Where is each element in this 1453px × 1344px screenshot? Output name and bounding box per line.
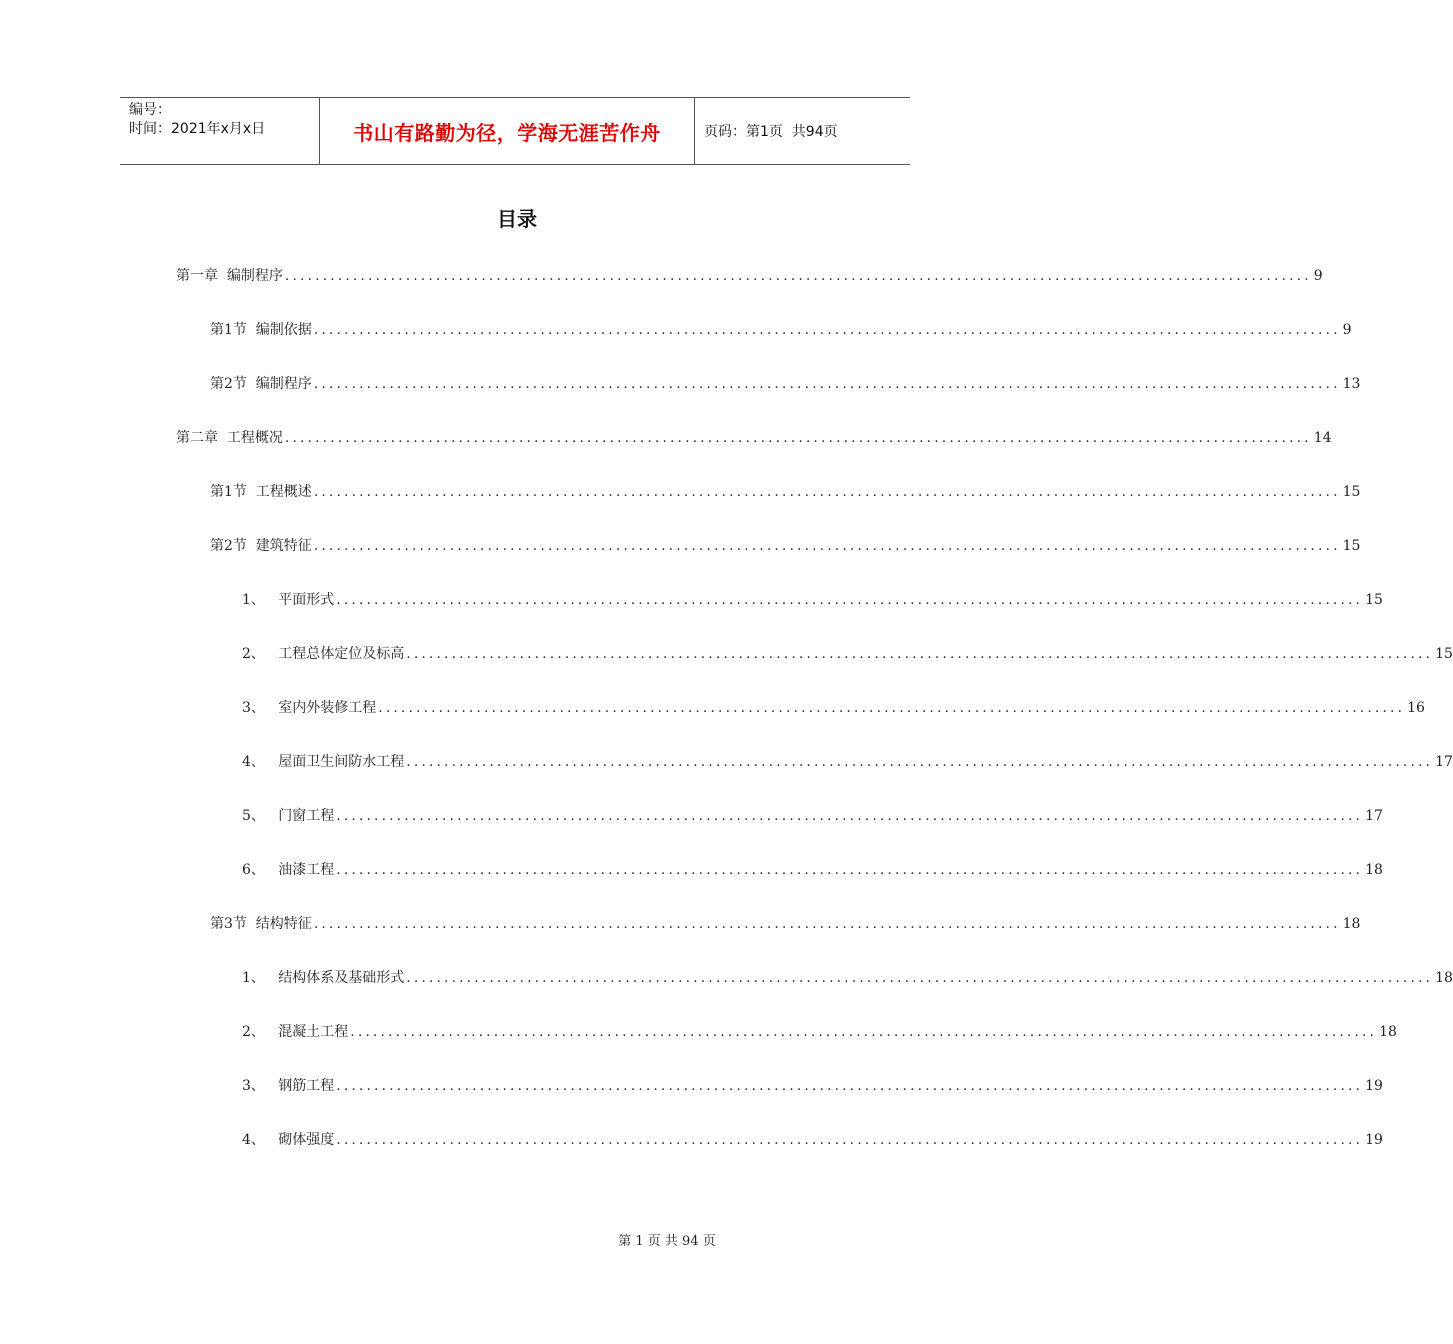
toc-entry[interactable] (242, 859, 1383, 879)
toc-leader-dots: ........................................................................................................................................ (406, 646, 1434, 662)
toc-entry[interactable] (242, 643, 1453, 663)
toc-entry[interactable] (210, 481, 1361, 501)
toc-entry-page: 14 (1313, 430, 1332, 446)
toc-entry-page: 15 (1435, 646, 1453, 662)
toc-entry-label: 1、 平面形式 (242, 592, 335, 608)
toc-leader-dots: ........................................................................................................................................ (284, 430, 1312, 446)
toc-entry[interactable] (210, 319, 1352, 339)
toc-entry-page: 13 (1342, 376, 1361, 392)
toc-entry-page: 18 (1365, 862, 1383, 878)
toc-entry-page: 19 (1365, 1132, 1383, 1148)
toc-leader-dots: ........................................................................................................................................ (336, 808, 1364, 824)
toc-entry[interactable] (242, 589, 1383, 609)
toc-entry[interactable] (242, 1129, 1383, 1149)
toc-entry-page: 16 (1407, 700, 1425, 716)
toc-leader-dots: ........................................................................................................................................ (350, 1024, 1378, 1040)
toc-entry[interactable] (242, 967, 1453, 987)
toc-leader-dots: ........................................................................................................................................ (284, 268, 1312, 284)
document-time-label: 时间：2021年x月x日 (129, 121, 266, 137)
toc-title: 目录 (497, 207, 537, 231)
toc-entry-label: 第1节 编制依据 (210, 322, 312, 338)
toc-leader-dots: ........................................................................................................................................ (313, 484, 1341, 500)
toc-entry-label: 4、 砌体强度 (242, 1132, 335, 1148)
toc-entry-page: 17 (1435, 754, 1453, 770)
toc-entry[interactable] (242, 697, 1425, 717)
toc-entry-page: 15 (1342, 538, 1361, 554)
document-number-label: 编号： (129, 102, 171, 118)
toc-entry[interactable] (210, 373, 1361, 393)
toc-leader-dots: ........................................................................................................................................ (336, 1132, 1364, 1148)
toc-entry[interactable] (242, 805, 1383, 825)
toc-entry[interactable] (176, 265, 1323, 285)
toc-entry-page: 9 (1342, 322, 1352, 338)
toc-entry-page: 17 (1365, 808, 1383, 824)
toc-entry-page: 18 (1379, 1024, 1397, 1040)
toc-entry-page: 15 (1342, 484, 1361, 500)
toc-entry-label: 2、 工程总体定位及标高 (242, 646, 405, 662)
toc-entry[interactable] (210, 913, 1361, 933)
toc-entry-label: 第二章 工程概况 (176, 430, 283, 446)
toc-leader-dots: ........................................................................................................................................ (313, 376, 1341, 392)
toc-leader-dots: ........................................................................................................................................ (336, 862, 1364, 878)
toc-leader-dots: ........................................................................................................................................ (336, 592, 1364, 608)
toc-entry[interactable] (242, 751, 1453, 771)
header-motto: 书山有路勤为径，学海无涯苦作舟 (320, 98, 695, 164)
toc-leader-dots: ........................................................................................................................................ (336, 1078, 1364, 1094)
toc-leader-dots: ........................................................................................................................................ (406, 754, 1434, 770)
toc-entry-label: 3、 室内外装修工程 (242, 700, 377, 716)
toc-leader-dots: ........................................................................................................................................ (378, 700, 1406, 716)
toc-entry-label: 6、 油漆工程 (242, 862, 335, 878)
toc-entry-label: 第2节 建筑特征 (210, 538, 312, 554)
toc-entry-label: 1、 结构体系及基础形式 (242, 970, 405, 986)
toc-entry-label: 第2节 编制程序 (210, 376, 312, 392)
toc-entry-label: 第1节 工程概述 (210, 484, 312, 500)
toc-entry-page: 19 (1365, 1078, 1383, 1094)
toc-entry-label: 4、 屋面卫生间防水工程 (242, 754, 405, 770)
toc-entry-page: 18 (1435, 970, 1453, 986)
toc-entry-page: 9 (1313, 268, 1323, 284)
toc-leader-dots: ........................................................................................................................................ (313, 322, 1341, 338)
toc-entry-label: 第一章 编制程序 (176, 268, 283, 284)
toc-entry[interactable] (242, 1021, 1397, 1041)
page-info-text: 页码：第1页 共94页 (704, 124, 838, 140)
toc-entry-page: 15 (1365, 592, 1383, 608)
toc-leader-dots: ........................................................................................................................................ (406, 970, 1434, 986)
toc-entry-label: 2、 混凝土工程 (242, 1024, 349, 1040)
toc-entry-label: 第3节 结构特征 (210, 916, 312, 932)
toc-entry-label: 5、 门窗工程 (242, 808, 335, 824)
toc-leader-dots: ........................................................................................................................................ (313, 538, 1341, 554)
toc-entry-page: 18 (1342, 916, 1361, 932)
toc-entry[interactable] (176, 427, 1332, 447)
toc-leader-dots: ........................................................................................................................................ (313, 916, 1341, 932)
toc-entry-label: 3、 钢筋工程 (242, 1078, 335, 1094)
toc-entry[interactable] (242, 1075, 1383, 1095)
page-footer: 第 1 页 共 94 页 (618, 1234, 716, 1249)
toc-entry[interactable] (210, 535, 1361, 555)
